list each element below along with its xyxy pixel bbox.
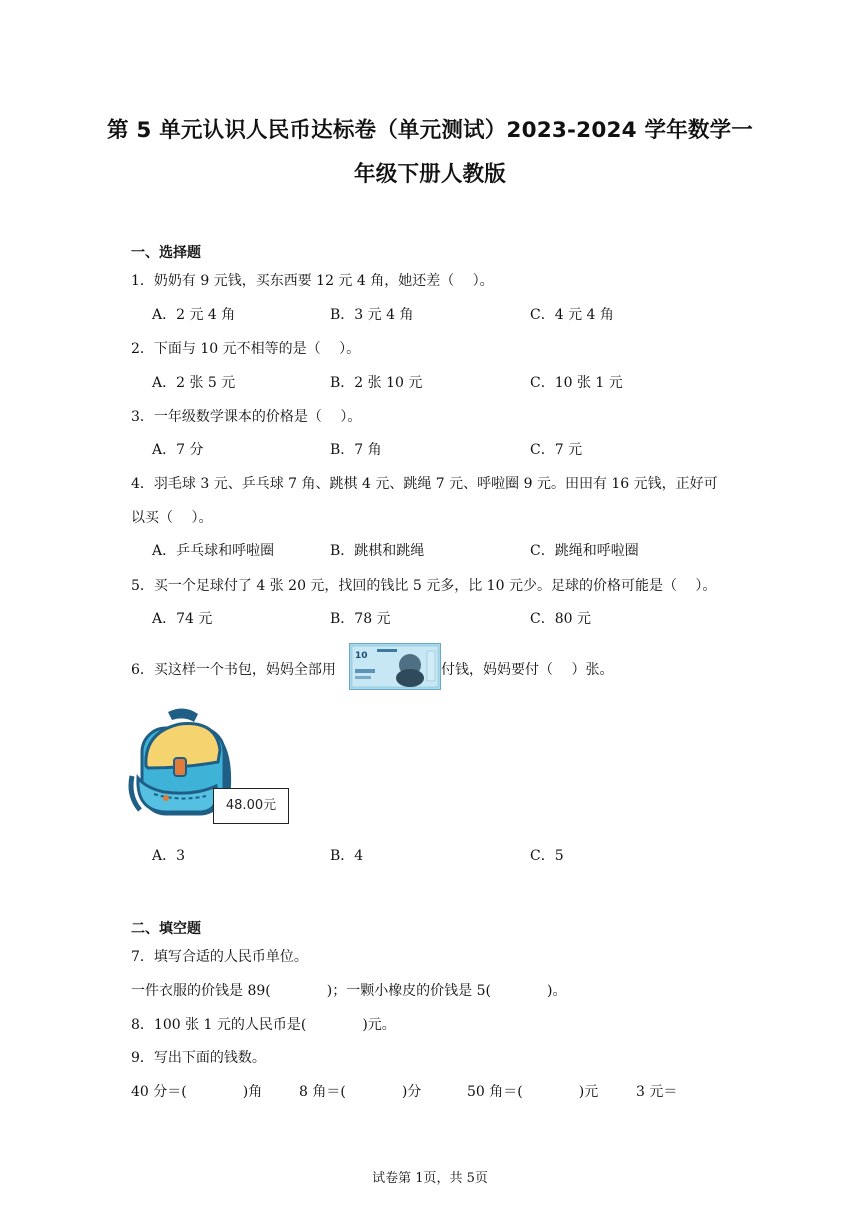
q3-option-c: C．7 元 bbox=[530, 442, 583, 458]
ten-yuan-banknote-image bbox=[349, 643, 441, 690]
q1-option-a: A．2 元 4 角 bbox=[152, 307, 236, 323]
q3-option-b: B．7 角 bbox=[330, 442, 382, 458]
q2-option-b: B．2 张 10 元 bbox=[330, 375, 423, 391]
question-4-line-1: 4．羽毛球 3 元、乒乓球 7 角、跳棋 4 元、跳绳 7 元、呼啦圈 9 元。田田有 16 元钱，正好可 bbox=[131, 476, 718, 492]
q6-option-c: C．5 bbox=[530, 848, 564, 864]
q4-option-b: B．跳棋和跳绳 bbox=[330, 543, 425, 559]
question-4-line-2: 以买（ ）。 bbox=[131, 510, 213, 526]
question-6-after: 付钱，妈妈要付（ ）张。 bbox=[441, 662, 614, 678]
question-9: 9．写出下面的钱数。 bbox=[131, 1050, 266, 1066]
title-line-2: 年级下册人教版 bbox=[354, 162, 506, 187]
q1-option-b: B．3 元 4 角 bbox=[330, 307, 414, 323]
q9-item-4: 3 元＝ bbox=[636, 1084, 678, 1100]
section-heading-fill: 二、填空题 bbox=[131, 921, 201, 937]
q6-option-b: B．4 bbox=[330, 848, 364, 864]
q1-option-c: C．4 元 4 角 bbox=[530, 307, 614, 323]
question-3: 3．一年级数学课本的价格是（ ）。 bbox=[131, 409, 362, 425]
page-footer: 试卷第 1页，共 5页 bbox=[372, 1171, 488, 1186]
title-line-1: 第 5 单元认识人民币达标卷（单元测试）2023-2024 学年数学一 bbox=[106, 118, 754, 143]
question-7-line: 一件衣服的价钱是 89( )；一颗小橡皮的价钱是 5( )。 bbox=[131, 983, 567, 999]
q3-option-a: A．7 分 bbox=[152, 442, 204, 458]
q5-option-c: C．80 元 bbox=[530, 611, 591, 627]
q9-item-1: 40 分＝( )角 bbox=[131, 1084, 263, 1100]
q4-option-c: C．跳绳和呼啦圈 bbox=[530, 543, 639, 559]
q6-option-a: A．3 bbox=[152, 848, 186, 864]
question-2: 2．下面与 10 元不相等的是（ ）。 bbox=[131, 341, 361, 357]
question-5: 5．买一个足球付了 4 张 20 元，找回的钱比 5 元多，比 10 元少。足球的价格可能是（ ）。 bbox=[131, 578, 717, 594]
question-7: 7．填写合适的人民币单位。 bbox=[131, 949, 308, 965]
q2-option-a: A．2 张 5 元 bbox=[152, 375, 236, 391]
question-6-before: 6．买这样一个书包，妈妈全部用 bbox=[131, 662, 336, 678]
q2-option-c: C．10 张 1 元 bbox=[530, 375, 623, 391]
section-heading-choice: 一、选择题 bbox=[131, 245, 201, 261]
q9-item-2: 8 角＝( )分 bbox=[299, 1084, 422, 1100]
q5-option-b: B．78 元 bbox=[330, 611, 391, 627]
q9-item-3: 50 角＝( )元 bbox=[467, 1084, 599, 1100]
q4-option-a: A．乒乓球和呼啦圈 bbox=[152, 543, 275, 559]
bill-denomination: 10 bbox=[355, 651, 368, 661]
question-1: 1．奶奶有 9 元钱，买东西要 12 元 4 角，她还差（ ）。 bbox=[131, 273, 494, 289]
q5-option-a: A．74 元 bbox=[152, 611, 213, 627]
question-8: 8．100 张 1 元的人民币是( )元。 bbox=[131, 1017, 396, 1033]
price-tag: 48.00元 bbox=[213, 788, 289, 824]
